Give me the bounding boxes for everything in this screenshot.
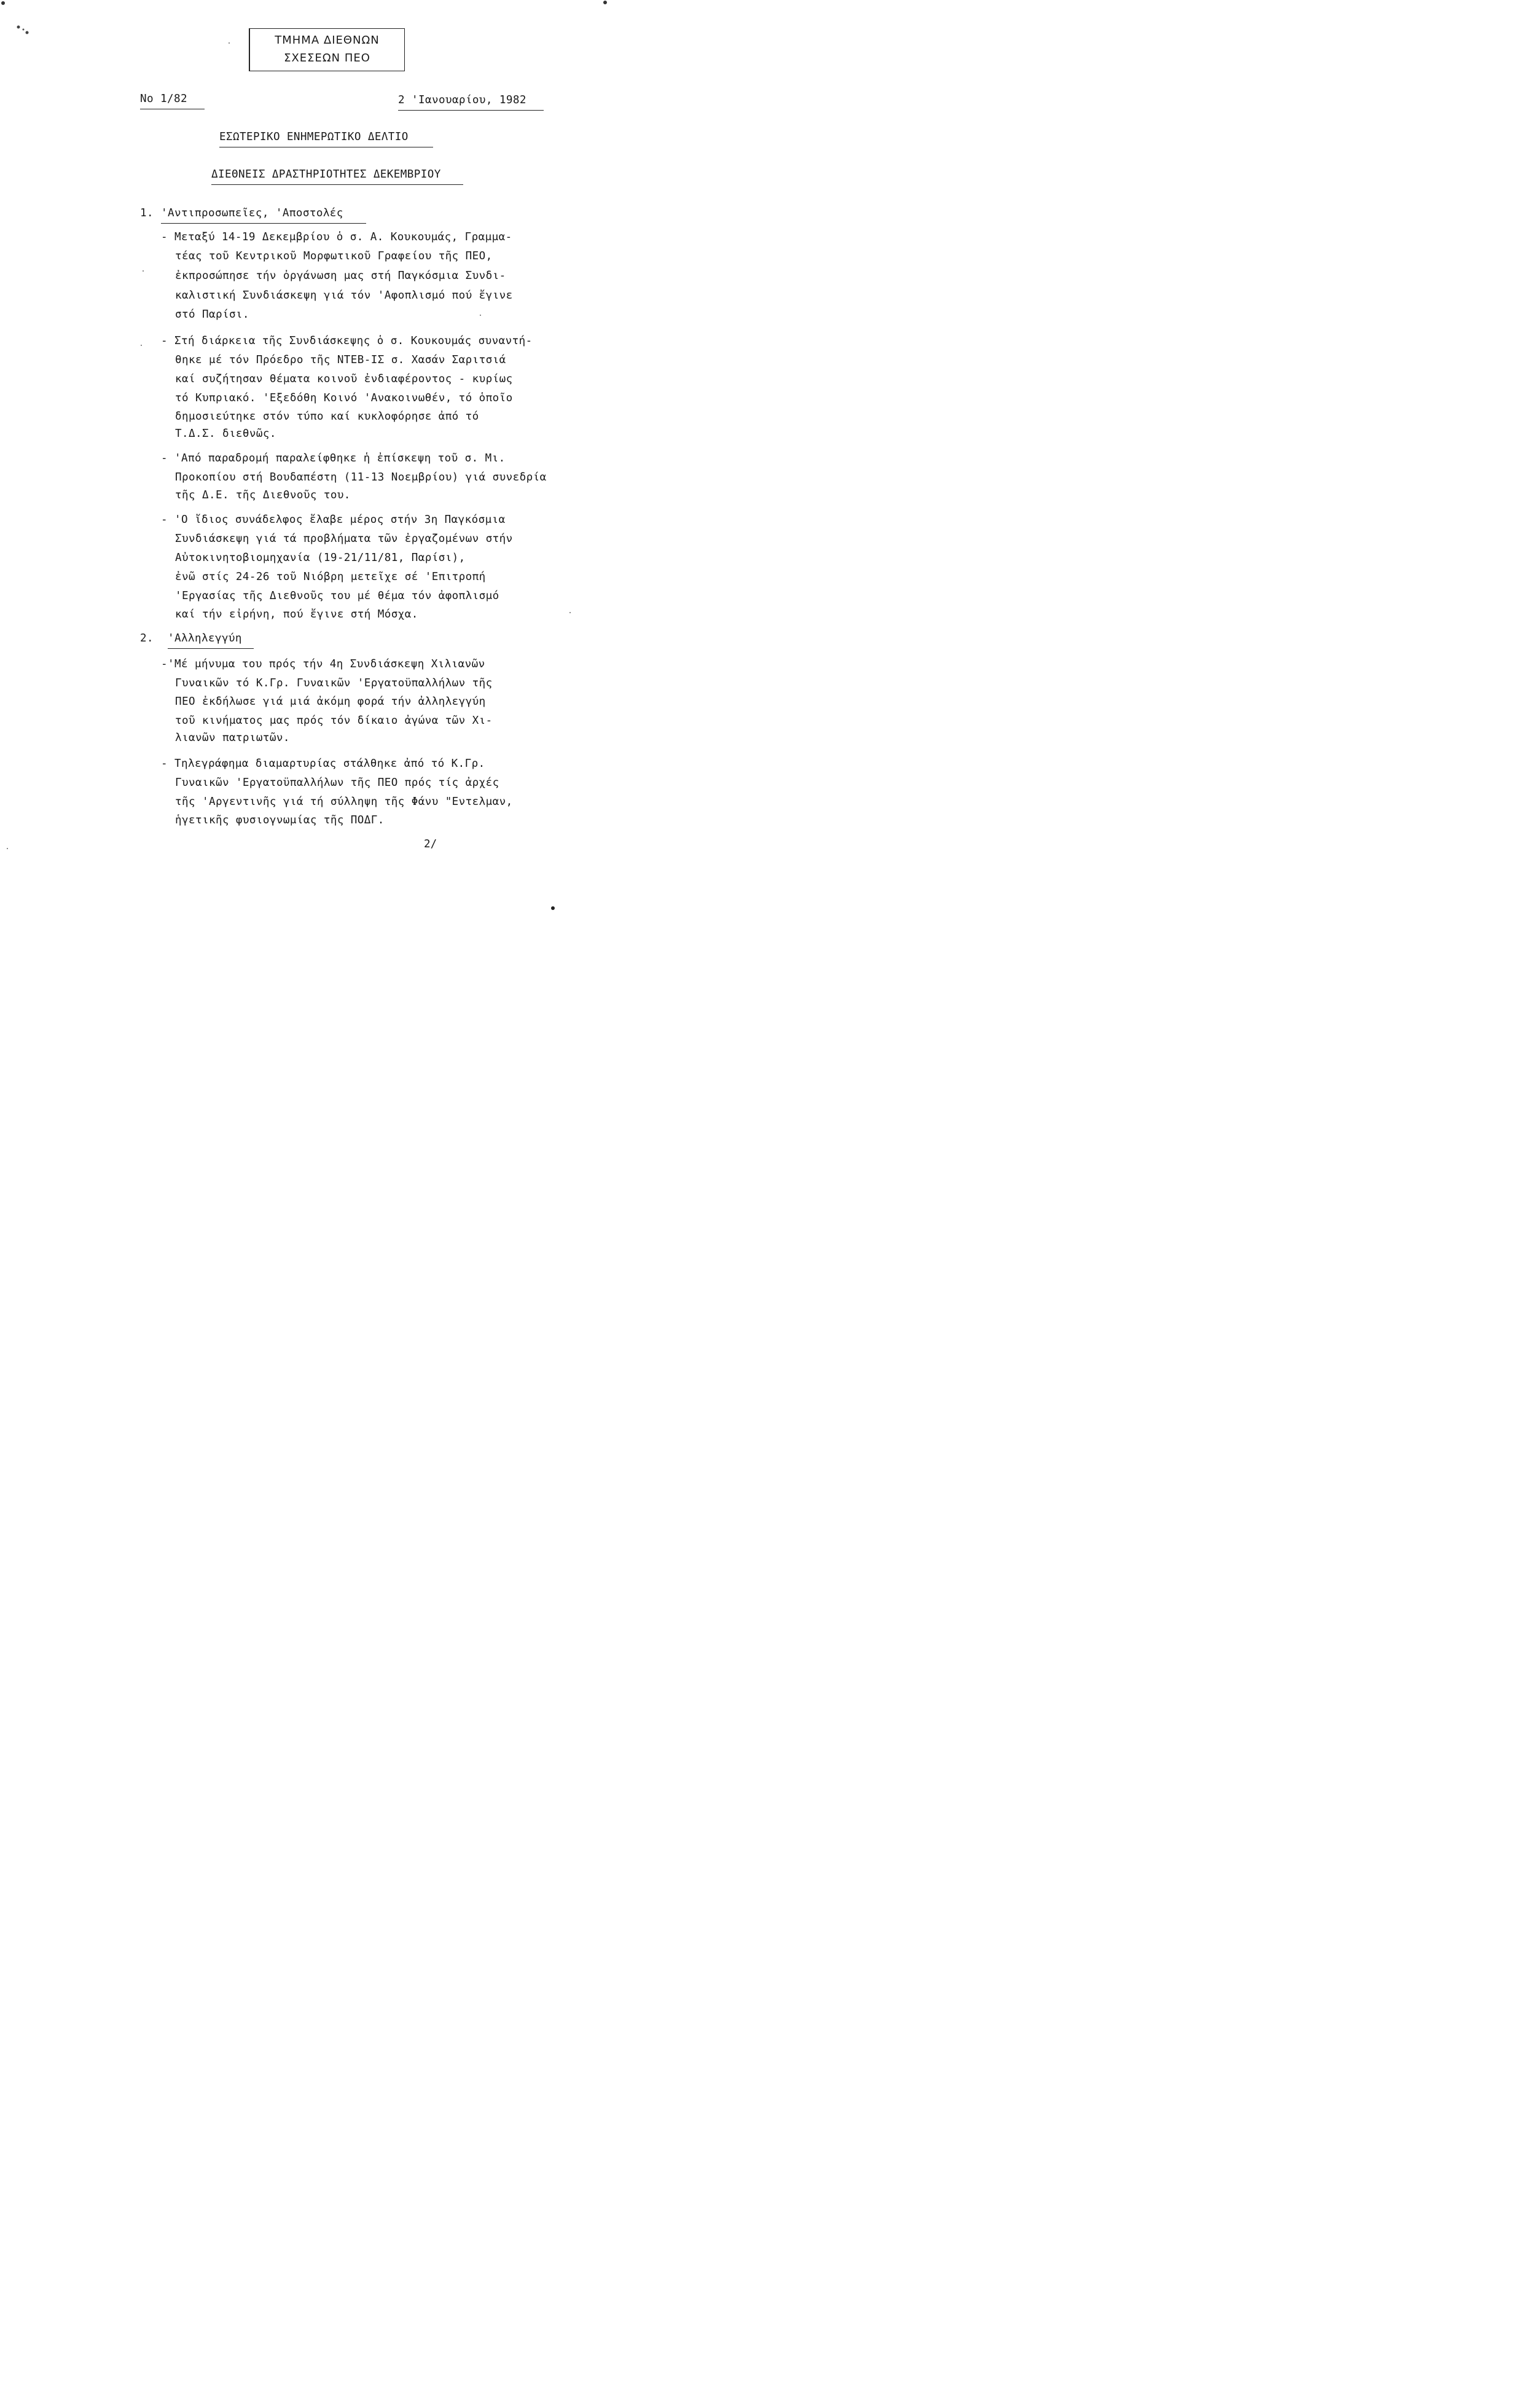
text-line: ἡγετικῆς φυσιογνωμίας τῆς ΠΟΔΓ. bbox=[175, 814, 385, 826]
text-line: ἐκπροσώπησε τήν ὀργάνωση μας στή Παγκόσμια Συνδι- bbox=[175, 270, 506, 282]
stamp-line-2: ΣΧΕΣΕΩΝ ΠΕΟ bbox=[284, 52, 370, 65]
document-title: ΕΣΩΤΕΡΙΚΟ ΕΝΗΜΕΡΩΤΙΚΟ ΔΕΛΤΙΟ bbox=[219, 128, 433, 147]
text-line: στό Παρίσι. bbox=[175, 308, 249, 321]
section-2-number: 2. bbox=[140, 632, 154, 645]
text-line: Γυναικῶν 'Εργατοϋπαλλήλων τῆς ΠΕΟ πρός τίς ἀρχές bbox=[175, 777, 499, 789]
text-line: - 'Από παραδρομή παραλείφθηκε ἡ ἐπίσκεψη τοῦ σ. Μι. bbox=[161, 452, 506, 465]
text-line: -'Μέ μήνυμα του πρός τήν 4η Συνδιάσκεψη Χιλιανῶν bbox=[161, 658, 485, 670]
text-line: τῆς 'Αργεντινῆς γιά τή σύλληψη τῆς Φάνυ "Εντελμαν, bbox=[175, 796, 513, 808]
text-line: τέας τοῦ Κεντρικοῦ Μορφωτικοῦ Γραφείου τῆς ΠΕΟ, bbox=[175, 250, 493, 262]
text-line: λιανῶν πατριωτῶν. bbox=[175, 732, 290, 744]
text-line: καί τήν εἰρήνη, πού ἔγινε στή Μόσχα. bbox=[175, 608, 418, 621]
scan-marks bbox=[0, 0, 608, 963]
document-subtitle: ΔΙΕΘΝΕΙΣ ΔΡΑΣΤΗΡΙΟΤΗΤΕΣ ΔΕΚΕΜΒΡΙΟΥ bbox=[211, 165, 463, 185]
document-date: 2 'Ιανουαρίου, 1982 bbox=[398, 91, 544, 111]
text-line: τό Κυπριακό. 'Εξεδόθη Κοινό 'Ανακοινωθέν, τό ὁποῖο bbox=[175, 392, 513, 404]
section-1-heading: 'Αντιπροσωπεῖες, 'Αποστολές bbox=[161, 204, 366, 224]
text-line: Προκοπίου στή Βουδαπέστη (11-13 Νοεμβρίου) γιά συνεδρία bbox=[175, 471, 547, 484]
section-1-number: 1. bbox=[140, 207, 154, 219]
text-line: Συνδιάσκεψη γιά τά προβλήματα τῶν ἐργαζομένων στήν bbox=[175, 533, 513, 545]
text-line: ἐνῶ στίς 24-26 τοῦ Νιόβρη μετεῖχε σέ 'Επιτροπή bbox=[175, 571, 486, 583]
text-line: τῆς Δ.Ε. τῆς Διεθνοῦς του. bbox=[175, 489, 351, 501]
section-2-heading: 'Αλληλεγγύη bbox=[168, 629, 254, 649]
text-line: ΠΕΟ ἐκδήλωσε γιά μιά ἀκόμη φορά τήν ἀλληλεγγύη bbox=[175, 696, 486, 708]
page-continuation: 2/ bbox=[424, 838, 437, 850]
text-line: - Μεταξύ 14-19 Δεκεμβρίου ὁ σ. Α. Κουκουμάς, Γραμμα- bbox=[161, 231, 512, 243]
text-line: - Τηλεγράφημα διαμαρτυρίας στάλθηκε ἀπό τό Κ.Γρ. bbox=[161, 758, 485, 770]
document-number: No 1/82 bbox=[140, 90, 205, 109]
text-line: θηκε μέ τόν Πρόεδρο τῆς ΝΤΕΒ-ΙΣ σ. Χασάν Σαριτσιά bbox=[175, 354, 506, 366]
text-line: - 'Ο ἴδιος συνάδελφος ἔλαβε μέρος στήν 3η Παγκόσμια bbox=[161, 514, 506, 526]
text-line: - Στή διάρκεια τῆς Συνδιάσκεψης ὁ σ. Κουκουμάς συναντή- bbox=[161, 335, 533, 347]
text-line: 'Εργασίας τῆς Διεθνοῦς του μέ θέμα τόν ἀφοπλισμό bbox=[175, 590, 499, 602]
text-line: καί συζήτησαν θέματα κοινοῦ ἐνδιαφέροντος - κυρίως bbox=[175, 373, 513, 385]
text-line: δημοσιεύτηκε στόν τύπο καί κυκλοφόρησε ἀπό τό bbox=[175, 410, 479, 423]
stamp-line-1: ΤΜΗΜΑ ΔΙΕΘΝΩΝ bbox=[275, 34, 380, 47]
text-line: Αὐτοκινητοβιομηχανία (19-21/11/81, Παρίσι), bbox=[175, 552, 466, 564]
text-line: τοῦ κινήματος μας πρός τόν δίκαιο ἀγώνα τῶν Χι- bbox=[175, 715, 493, 727]
text-line: καλιστική Συνδιάσκεψη γιά τόν 'Αφοπλισμό πού ἔγινε bbox=[175, 289, 513, 302]
text-line: Γυναικῶν τό Κ.Γρ. Γυναικῶν 'Εργατοϋπαλλήλων τῆς bbox=[175, 677, 493, 689]
text-line: Τ.Δ.Σ. διεθνῶς. bbox=[175, 428, 276, 440]
